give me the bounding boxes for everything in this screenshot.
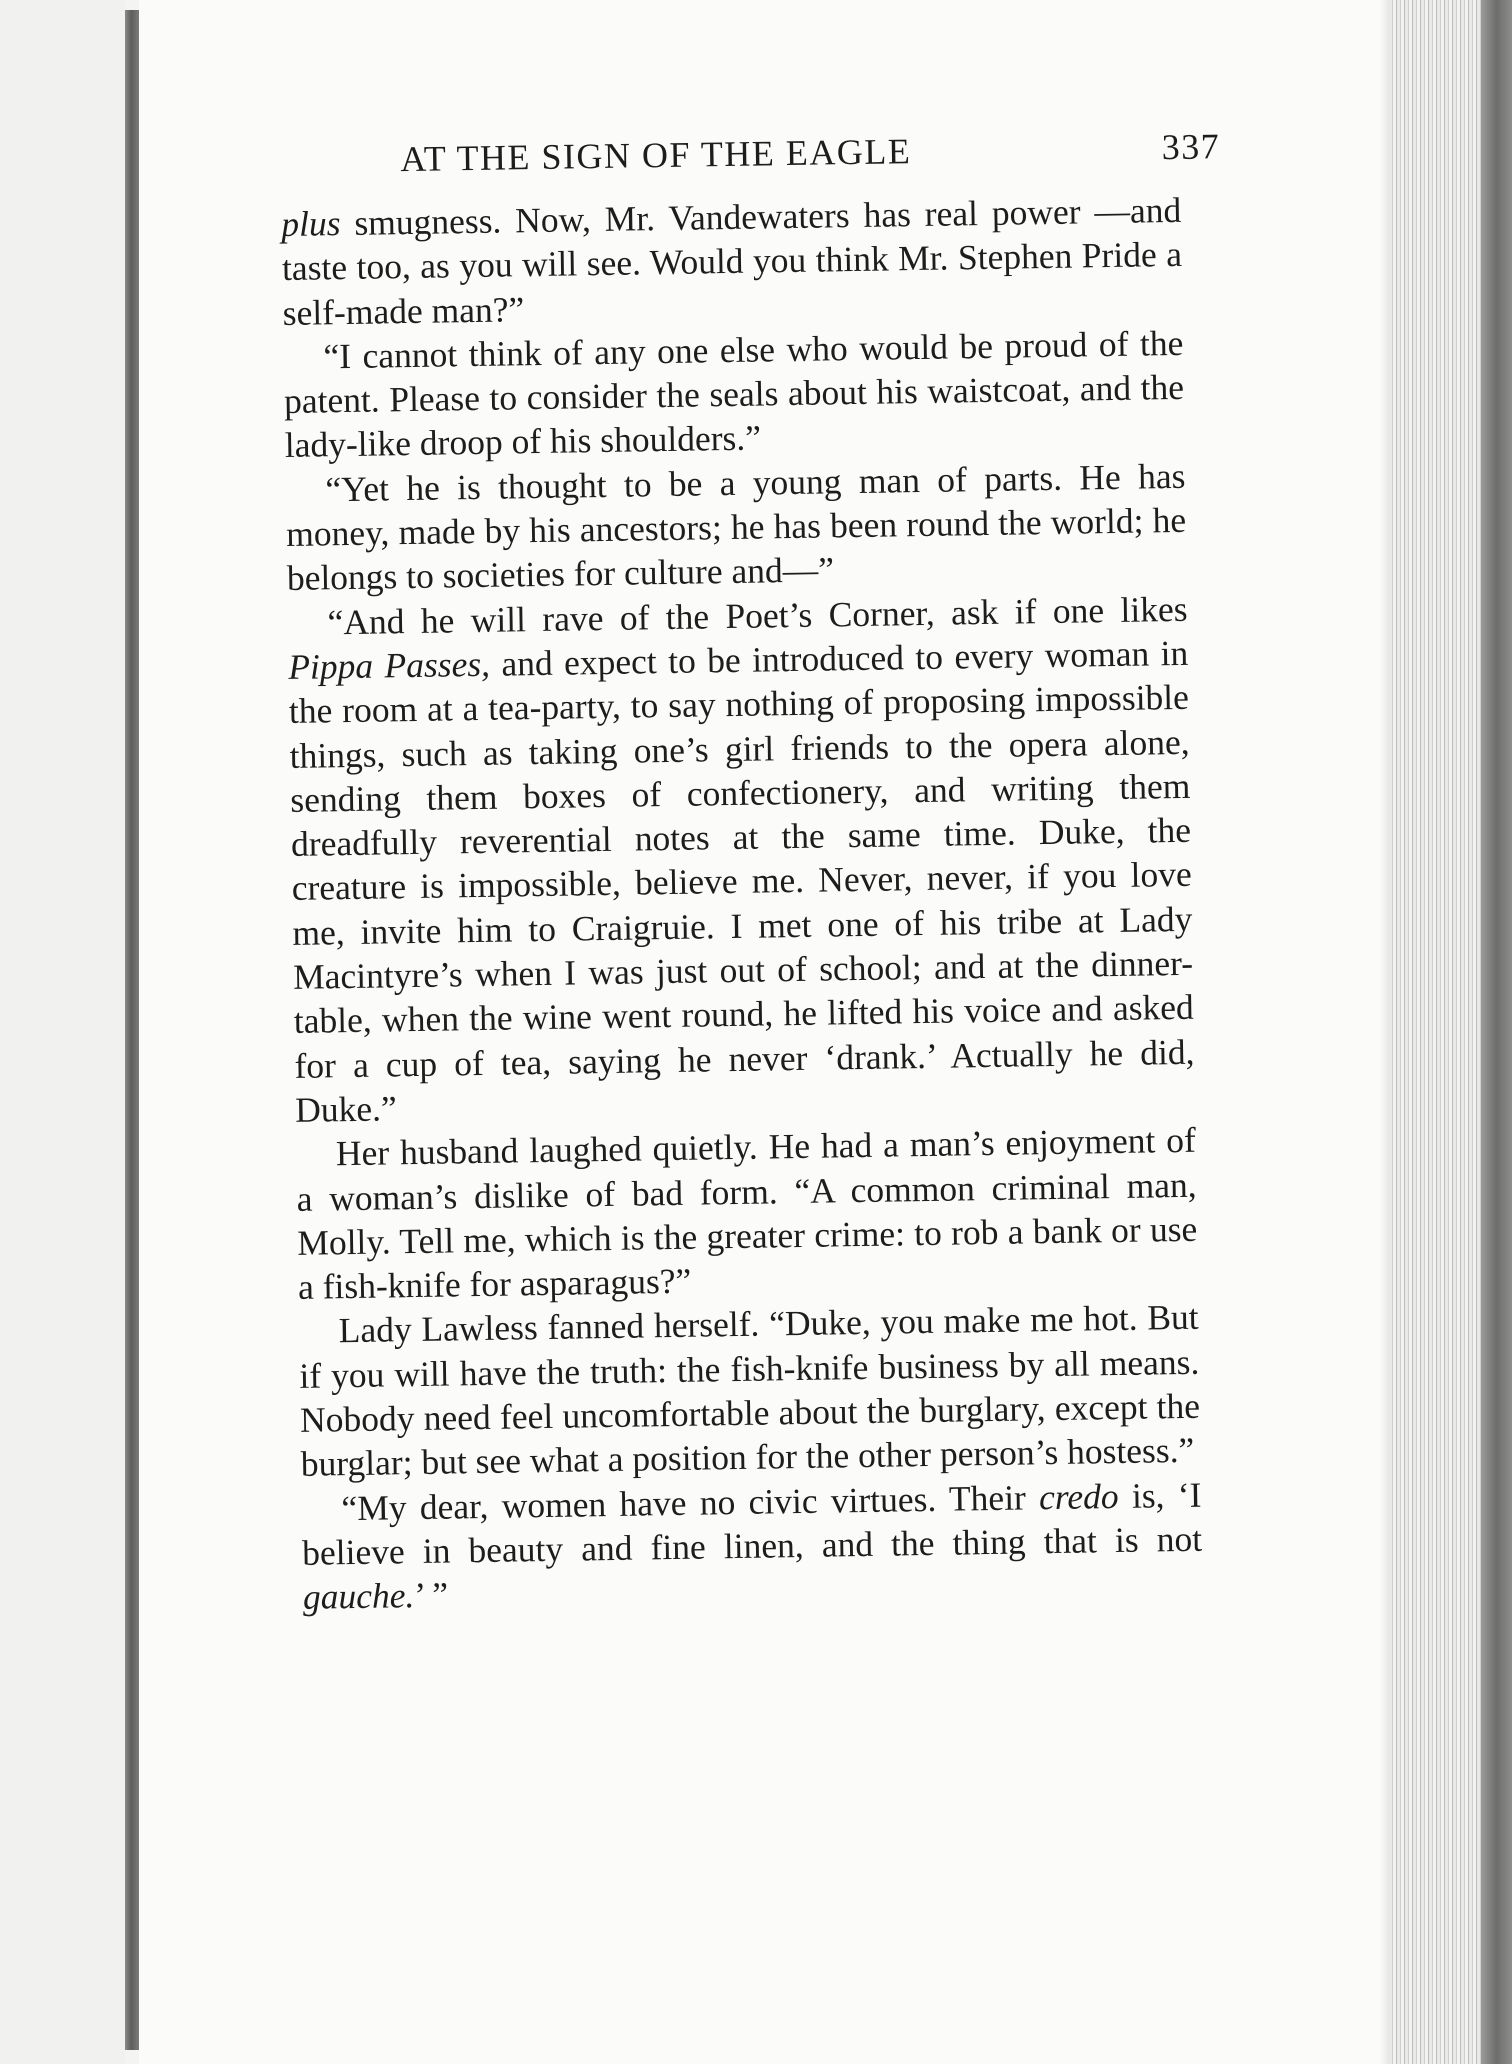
italic-word: plus [281,203,341,244]
paragraph-2: “I cannot think of any one else who would be proud of the patent. Please to consider the seals about his waistcoat, and the lady-like droop of his shoulders.” [283,322,1185,466]
paragraph-5: Her husband laughed quietly. He had a man’s enjoyment of a woman’s dislike of bad form. “A common criminal man, Molly. Tell me, which is the greater crime: to rob a bank or use a fish-knife for asparagus?” [296,1119,1198,1307]
page-number: 337 [1161,126,1221,168]
paragraph-3: “Yet he is thought to be a young man of parts. He has money, made by his ancestors; he has been round the world; he belongs to societies for culture and—” [285,455,1187,599]
left-margin [0,0,125,2064]
paragraph-4: “And he will rave of the Poet’s Corner, ask if one likes Pippa Passes, and expect to be introduced to every woman in the room at a tea-party, to say nothing of proposing impossible things, such as taking one’s girl friends to the opera alone, sending them boxes of confectionery, and writing them dreadfully reverential notes at the same time. Duke, the creature is impossible, believe me. Never, never, if you love me, invite him to Craigruie. I met one of his tribe at Lady Macintyre’s when I was just out of school; and at the dinner-table, when the wine went round, he lifted his voice and asked for a cup of tea, saying he never ‘drank.’ Actually he did, Duke.” [287,588,1195,1130]
book-binding [125,10,139,2050]
italic-word: credo [1038,1475,1119,1517]
page-edges [1389,0,1512,2064]
paragraph-7: “My dear, women have no civic virtues. Their credo is, ‘I believe in beauty and fine linen, and the thing that is not gauche.’ ” [301,1474,1203,1618]
running-title: AT THE SIGN OF THE EAGLE [400,131,912,180]
italic-word: gauche. [302,1575,415,1618]
paragraph-6: Lady Lawless fanned herself. “Duke, you make me hot. But if you will have the truth: the fish-knife business by all means. Nobody need feel uncomfortable about the burglary, except the burglar; but see what a position for the other person’s hostess.” [299,1297,1201,1485]
italic-title: Pippa Passes, [287,643,491,687]
text-block [280,126,1221,1619]
paragraph-1: plus smugness. Now, Mr. Vandewaters has real power —and taste too, as you will see. Would you think Mr. Stephen Pride a self-made man?” [281,189,1183,333]
